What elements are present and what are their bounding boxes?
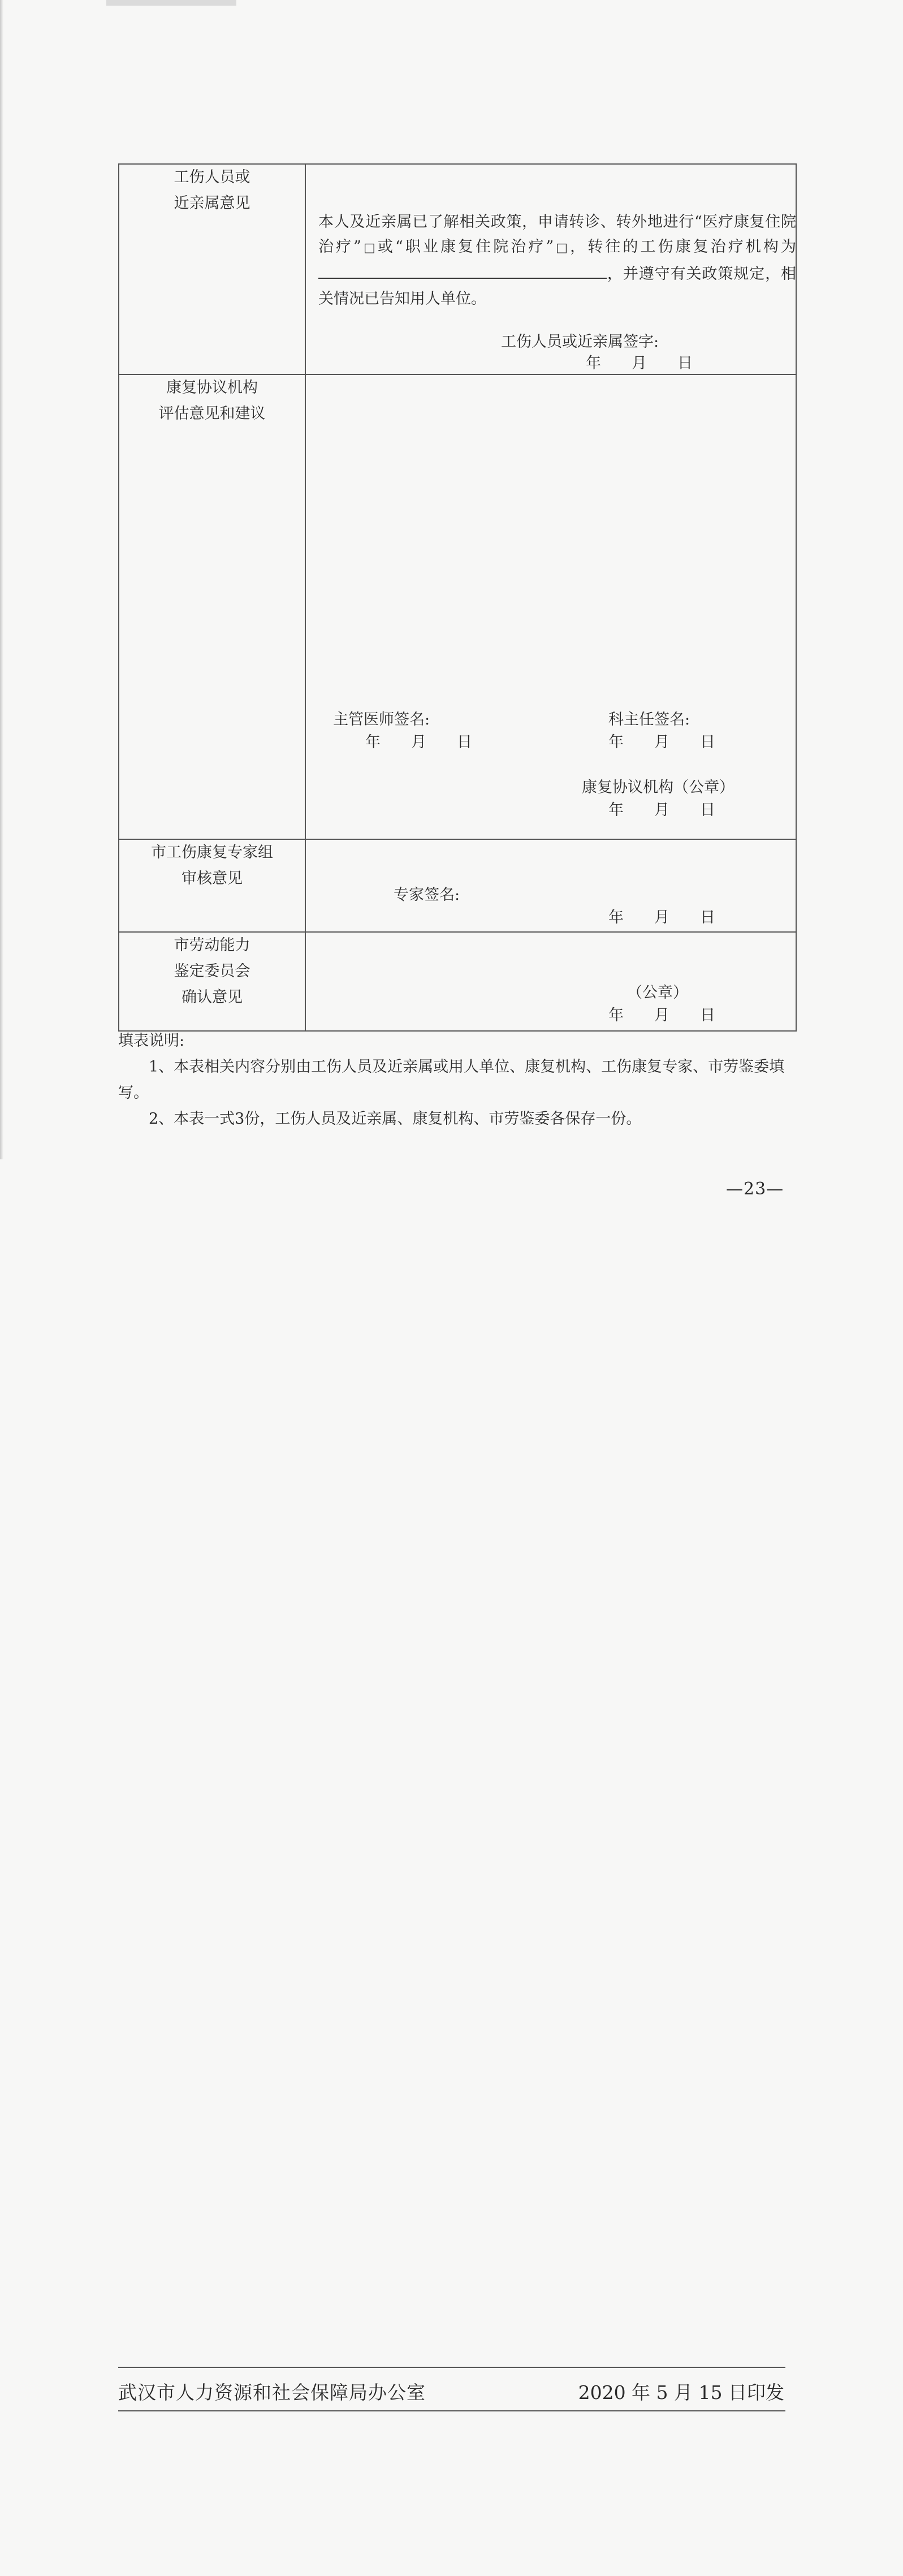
- label-line: 市劳动能力: [174, 937, 250, 954]
- footer-issuer: 武汉市人力资源和社会保障局办公室: [118, 2381, 426, 2404]
- label-cell-labor-committee: [119, 932, 305, 1031]
- footer-issue-date: 2020 年 5 月 15 日印发: [578, 2381, 784, 2404]
- label-line: 工伤人员或: [174, 169, 250, 186]
- instructions-heading: 填表说明:: [118, 1032, 185, 1050]
- footer-top-rule: [118, 2367, 785, 2368]
- label-line: 评估意见和建议: [158, 405, 266, 422]
- consent-statement: 本人及近亲属已了解相关政策，申请转诊、转外地进行“医疗康复住院治疗”□或“职业康复住院治疗”□，转往的工伤康复治疗机构为，并遵守有关政策规定，相关情况已告知用人单位。: [318, 213, 797, 308]
- instruction-item: 1、本表相关内容分别由工伤人员及近亲属或用人单位、康复机构、工伤康复专家、市劳鉴委填写。: [118, 1058, 785, 1102]
- rehab-transfer-form-table: [118, 163, 797, 1032]
- director-signature-date: 年 月 日: [608, 733, 715, 751]
- worker-signature-label: 工伤人员或近亲属签字:: [501, 333, 659, 351]
- label-cell-expert-review: [119, 839, 305, 932]
- row-worker-opinion: [119, 164, 796, 374]
- expert-signature-date: 年 月 日: [608, 909, 715, 926]
- label-line: 审核意见: [182, 870, 243, 887]
- expert-signature-label: 专家签名:: [394, 886, 460, 904]
- content-cell-expert-review: [305, 839, 796, 932]
- instruction-item: 2、本表一式3份，工伤人员及近亲属、康复机构、市劳鉴委各保存一份。: [149, 1110, 642, 1128]
- label-line: 确认意见: [182, 989, 243, 1006]
- committee-seal-label: （公章）: [627, 984, 688, 1002]
- institution-blank-field[interactable]: [318, 261, 607, 279]
- scan-shadow: [0, 0, 3, 1159]
- row-rehab-institution: [119, 374, 796, 839]
- label-cell-rehab-institution: [119, 374, 305, 839]
- director-signature-label: 科主任签名:: [608, 711, 690, 728]
- content-cell-labor-committee: [305, 932, 796, 1031]
- doctor-signature-label: 主管医师签名:: [333, 711, 430, 728]
- scan-mark: [106, 0, 236, 6]
- content-cell-worker-opinion: [305, 164, 796, 374]
- row-labor-committee: [119, 932, 796, 1031]
- footer-bottom-rule: [118, 2410, 785, 2411]
- label-line: 近亲属意见: [174, 195, 250, 212]
- institution-seal-label: 康复协议机构（公章）: [582, 779, 735, 796]
- page-number: —23—: [726, 1179, 784, 1199]
- filling-instructions: [118, 1028, 802, 1132]
- committee-seal-date: 年 月 日: [608, 1007, 715, 1024]
- row-expert-review: [119, 839, 796, 932]
- doctor-signature-date: 年 月 日: [365, 733, 472, 751]
- label-line: 康复协议机构: [166, 379, 258, 396]
- institution-seal-date: 年 月 日: [608, 801, 715, 819]
- label-cell-worker-opinion: [119, 164, 305, 374]
- worker-signature-date: 年 月 日: [586, 355, 693, 372]
- label-line: 市工伤康复专家组: [151, 844, 273, 861]
- content-cell-rehab-institution: [305, 374, 796, 839]
- checkbox-vocational-rehab[interactable]: □: [554, 241, 571, 255]
- checkbox-medical-rehab[interactable]: □: [361, 241, 378, 255]
- label-line: 鉴定委员会: [174, 963, 250, 980]
